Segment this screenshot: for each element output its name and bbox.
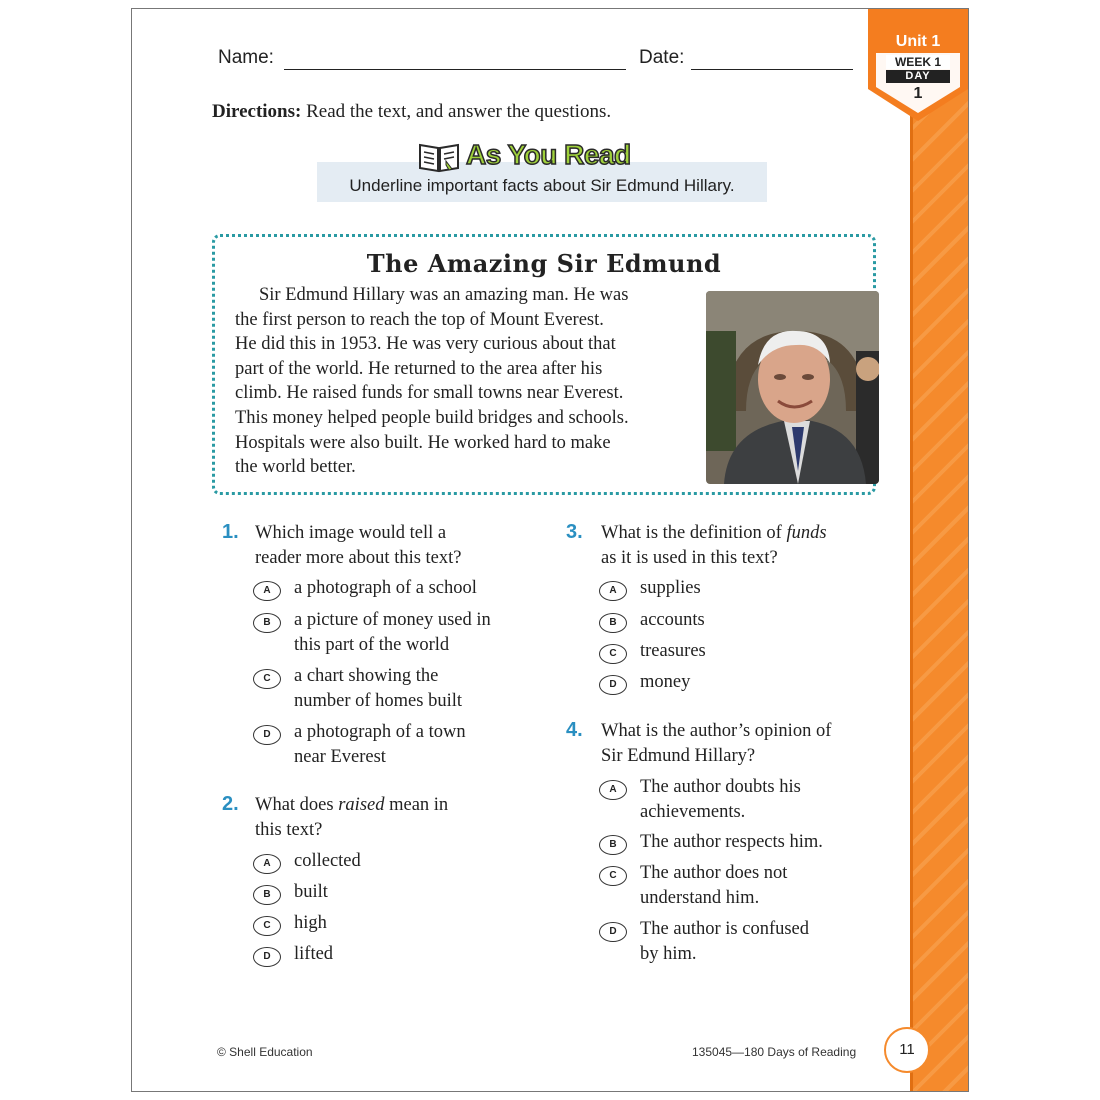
story-line: Hospitals were also built. He worked hard to make	[235, 432, 611, 453]
option-line: The author doubts his	[640, 777, 801, 797]
day-number: 1	[913, 85, 923, 102]
book-icon	[416, 139, 462, 173]
q4-option-c-text	[640, 861, 787, 910]
name-label: Name:	[218, 47, 274, 68]
story-body	[235, 283, 690, 480]
story-line: the world better.	[235, 457, 356, 478]
question-line: Which image would tell a	[255, 523, 447, 543]
q1-option-d-bubble[interactable]: D	[253, 725, 281, 745]
q2-option-c-bubble[interactable]: C	[253, 916, 281, 936]
unit-tab	[868, 9, 968, 124]
q2-option-b-bubble[interactable]: B	[253, 885, 281, 905]
q1-option-a-bubble[interactable]: A	[253, 581, 281, 601]
q3-option-a-bubble[interactable]: A	[599, 581, 627, 601]
side-stripe	[910, 9, 968, 1091]
as-you-read-title: As You Read	[466, 139, 631, 170]
q1-option-c-text	[294, 664, 462, 713]
option-line: this part of the world	[294, 634, 450, 655]
question-2-number: 2.	[222, 793, 239, 815]
option-line: a photograph of a town	[294, 722, 466, 742]
option-line: a picture of money used in	[294, 610, 491, 630]
directions-label: Directions:	[212, 101, 302, 122]
q4-option-d-bubble[interactable]: D	[599, 922, 627, 942]
question-1-number: 1.	[222, 521, 239, 543]
directions	[212, 101, 611, 123]
q2-option-d-text: lifted	[294, 944, 334, 964]
question-line: reader more about this text?	[255, 547, 462, 568]
day-label: DAY	[886, 70, 950, 83]
q3-option-b-text: accounts	[640, 610, 705, 630]
date-label: Date:	[639, 47, 685, 68]
week-label: WEEK 1	[886, 55, 950, 69]
question-1-text	[255, 521, 462, 570]
story-line: climb. He raised funds for small towns near Everest.	[235, 383, 624, 404]
as-you-read-heading	[414, 139, 744, 175]
q1-option-a-text	[294, 576, 477, 601]
page-number: 11	[884, 1027, 930, 1073]
story-line: part of the world. He returned to the area after his	[235, 358, 603, 379]
question-4-text	[601, 719, 831, 768]
question-4-number: 4.	[566, 719, 583, 741]
q4-option-a-bubble[interactable]: A	[599, 780, 627, 800]
q1-option-d-text	[294, 720, 466, 769]
option-line: a chart showing the	[294, 666, 439, 686]
date-line[interactable]	[691, 69, 853, 70]
q3-option-b-bubble[interactable]: B	[599, 613, 627, 633]
story-line: He did this in 1953. He was very curious about that	[235, 334, 616, 355]
option-line: by him.	[640, 943, 697, 964]
q3-option-a-text: supplies	[640, 578, 701, 598]
question-3-number: 3.	[566, 521, 583, 543]
option-line: near Everest	[294, 746, 386, 767]
footer-copyright: © Shell Education	[217, 1045, 313, 1059]
option-line: The author is confused	[640, 919, 810, 939]
q2-option-a-text: collected	[294, 851, 361, 871]
question-2-text	[255, 793, 448, 842]
option-line: a photograph of a school	[294, 578, 477, 598]
name-line[interactable]	[284, 69, 626, 70]
directions-text: Read the text, and answer the questions.	[306, 101, 612, 122]
story-line: Sir Edmund Hillary was an amazing man. He was	[259, 285, 629, 305]
q1-option-b-bubble[interactable]: B	[253, 613, 281, 633]
footer-product: 135045—180 Days of Reading	[692, 1045, 857, 1059]
story-line: This money helped people build bridges and schools.	[235, 407, 629, 428]
q3-option-d-text: money	[640, 672, 691, 692]
question-line: What is the author’s opinion of	[601, 721, 832, 741]
worksheet-page	[131, 8, 969, 1092]
q2-option-b-text: built	[294, 882, 328, 902]
question-italic-word: raised	[338, 795, 385, 815]
story-box	[212, 234, 876, 495]
question-text-part: mean in	[384, 795, 449, 815]
option-line: The author does not	[640, 863, 788, 883]
unit-label: Unit 1	[895, 33, 941, 50]
question-line: Sir Edmund Hillary?	[601, 745, 756, 766]
option-line: number of homes built	[294, 690, 463, 711]
question-text-part: What is the definition of	[601, 523, 787, 543]
q2-option-d-bubble[interactable]: D	[253, 947, 281, 967]
q3-option-d-bubble[interactable]: D	[599, 675, 627, 695]
hillary-photo	[706, 291, 879, 484]
question-line: as it is used in this text?	[601, 547, 778, 568]
option-line: understand him.	[640, 887, 760, 908]
q4-option-c-bubble[interactable]: C	[599, 866, 627, 886]
q4-option-b-bubble[interactable]: B	[599, 835, 627, 855]
question-italic-word: funds	[786, 523, 827, 543]
q2-option-a-bubble[interactable]: A	[253, 854, 281, 874]
story-line: the first person to reach the top of Mount Everest.	[235, 309, 604, 330]
q1-option-c-bubble[interactable]: C	[253, 669, 281, 689]
option-line: achievements.	[640, 801, 746, 822]
q1-option-b-text	[294, 608, 491, 657]
q4-option-b-text: The author respects him.	[640, 832, 823, 852]
q4-option-d-text	[640, 917, 809, 966]
story-title: The Amazing Sir Edmund	[366, 249, 722, 278]
q4-option-a-text	[640, 775, 801, 824]
q3-option-c-text: treasures	[640, 641, 706, 661]
as-you-read-instruction: Underline important facts about Sir Edmund Hillary.	[349, 176, 735, 195]
q3-option-c-bubble[interactable]: C	[599, 644, 627, 664]
question-3-text	[601, 521, 827, 570]
q2-option-c-text: high	[294, 913, 327, 933]
question-line: this text?	[255, 819, 323, 840]
question-text-part: What does	[255, 795, 339, 815]
